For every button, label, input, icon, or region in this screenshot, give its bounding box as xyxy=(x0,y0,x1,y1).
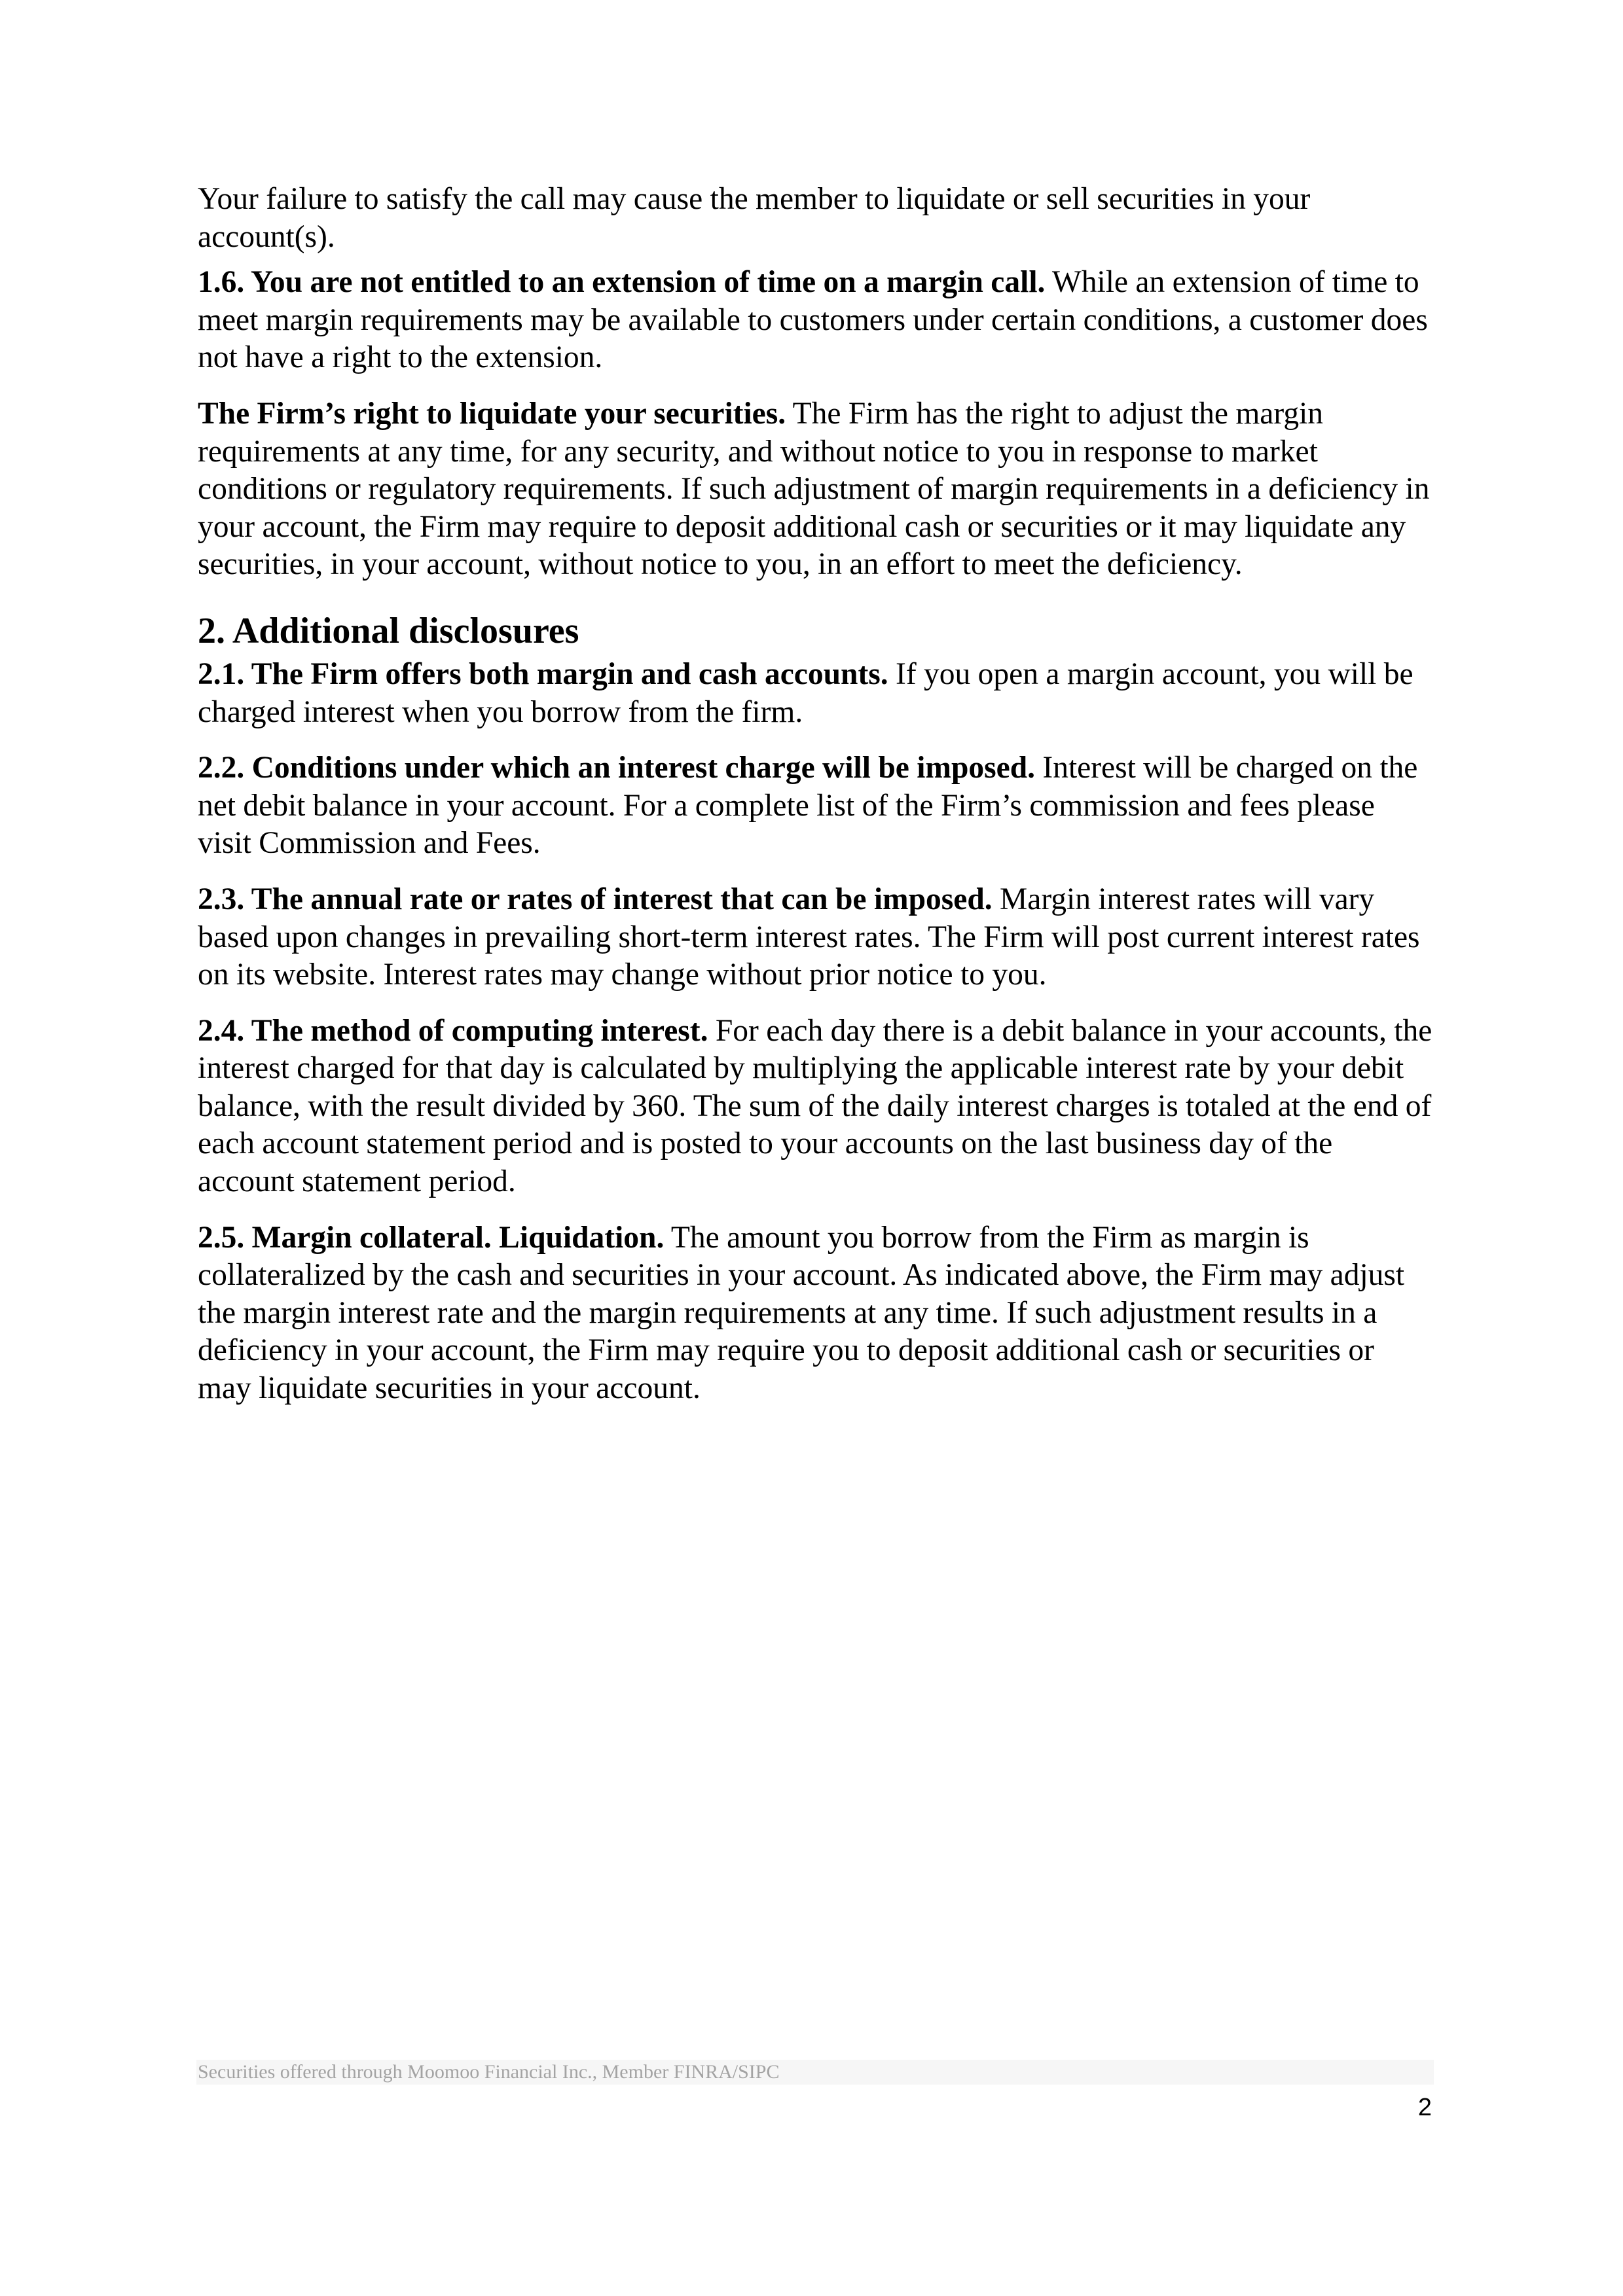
section-2-5-title: 2.5. Margin collateral. Liquidation. xyxy=(198,1220,665,1255)
section-1-6 xyxy=(198,264,1435,377)
section-2-3 xyxy=(198,881,1435,994)
section-2-4-title: 2.4. The method of computing interest. xyxy=(198,1013,708,1048)
section-2-3-body: Margin interest rates will vary based upon changes in prevailing short-term interest rates. The Firm will post current interest rates on its website. Interest rates may change without prior notice to you. xyxy=(198,882,1420,992)
intro-paragraph xyxy=(198,181,1435,256)
section-2-2 xyxy=(198,749,1435,863)
firm-right-title: The Firm’s right to liquidate your securities. xyxy=(198,396,786,431)
intro-text: Your failure to satisfy the call may cause the member to liquidate or sell securities in your account(s). xyxy=(198,182,1311,254)
section-2-2-title: 2.2. Conditions under which an interest charge will be imposed. xyxy=(198,751,1035,785)
section-2-2-body: Interest will be charged on the net debit balance in your account. For a complete list of the Firm’s commission and fees please visit Commission and Fees. xyxy=(198,751,1418,861)
section-2-1-body: If you open a margin account, you will be charged interest when you borrow from the firm. xyxy=(198,656,1413,729)
firm-right-body: The Firm has the right to adjust the margin requirements at any time, for any security, and without notice to you in response to market conditions or regulatory requirements. If such adjustment of margin requirements in a deficiency in your account, the Firm may require to deposit additional cash or securities or it may liquidate any securities, in your account, without notice to you, in an effort to meet the deficiency. xyxy=(198,396,1430,582)
section-2-4 xyxy=(198,1013,1435,1201)
section-2-4-body: For each day there is a debit balance in your accounts, the interest charged for that day is calculated by multiplying the applicable interest rate by your debit balance, with the result divided by 360. The sum of the daily interest charges is totaled at the end of each account statement period and is posted to your accounts on the last business day of the account statement period. xyxy=(198,1013,1432,1199)
section-2-5 xyxy=(198,1219,1435,1408)
section-1-6-title: 1.6. You are not entitled to an extension of time on a margin call. xyxy=(198,265,1046,300)
section-2-3-title: 2.3. The annual rate or rates of interest that can be imposed. xyxy=(198,882,993,916)
section-2-5-body: The amount you borrow from the Firm as margin is collateralized by the cash and securities in your account. As indicated above, the Firm may adjust the margin interest rate and the margin requirements at any time. If such adjustment results in a deficiency in your account, the Firm may require you to deposit additional cash or securities or may liquidate securities in your account. xyxy=(198,1220,1405,1406)
section-1-6-body: While an extension of time to meet margin requirements may be available to customers under certain conditions, a customer does not have a right to the extension. xyxy=(198,265,1428,375)
footer-disclaimer: Securities offered through Moomoo Financial Inc., Member FINRA/SIPC xyxy=(198,2061,780,2083)
document-body xyxy=(198,181,1435,1408)
section-2-1 xyxy=(198,656,1435,731)
section-2-heading: 2. Additional disclosures xyxy=(198,610,579,651)
firm-right-paragraph xyxy=(198,395,1435,584)
section-2-1-title: 2.1. The Firm offers both margin and cash accounts. xyxy=(198,656,888,691)
page-number: 2 xyxy=(1417,2094,1432,2121)
